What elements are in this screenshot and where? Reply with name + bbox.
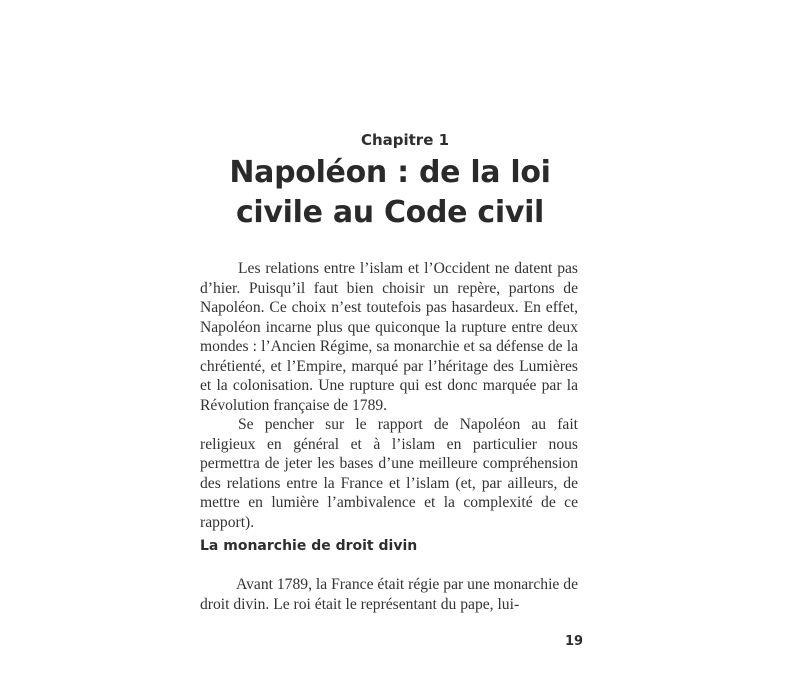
section-heading: La monarchie de droit divin (200, 538, 418, 554)
section-body (200, 575, 578, 614)
page-number: 19 (565, 634, 584, 649)
chapter-title: Napoléon : de la loi civile au Code civil (229, 155, 551, 230)
body-text (200, 259, 578, 532)
chapter-label: Chapitre 1 (360, 131, 450, 149)
section-paragraph: Avant 1789, la France était régie par une monarchie de droit divin. Le roi était le représentant du pape, lui- (200, 576, 578, 613)
paragraph-2: Se pencher sur le rapport de Napoléon au fait religieux en général et à l’islam en particulier nous permettra de jeter les bases d’une meilleure compréhension des relations entre la France et l’islam (et, par ailleurs, de mettre en lumière l’ambivalence et la complexité de ce rapport). (200, 416, 578, 531)
paragraph-1: Les relations entre l’islam et l’Occident ne datent pas d’hier. Puisqu’il faut bien choisir un repère, partons de Napoléon. Ce choix n’est toutefois pas hasardeux. En effet, Napoléon incarne plus que quiconque la rupture entre deux mondes : l’Ancien Régime, sa monarchie et sa défense de la chrétienté, et l’Empire, marqué par l’héritage des Lumières et la colonisation. Une rupture qui est donc marquée par la Révolution française de 1789. (200, 260, 578, 414)
